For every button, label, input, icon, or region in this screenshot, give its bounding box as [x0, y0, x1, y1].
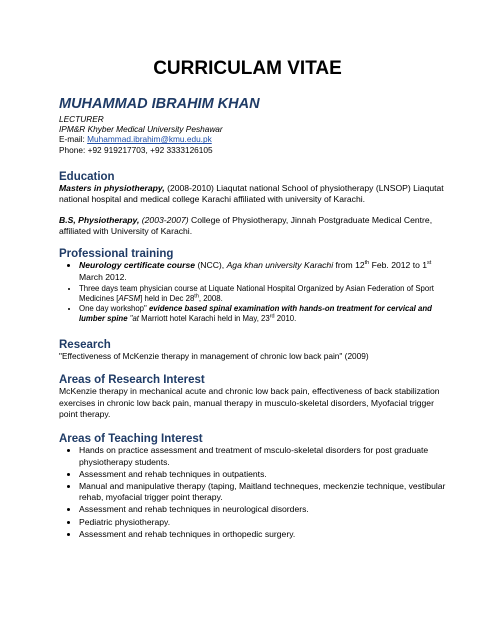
- masters-text: (2008-2010) Liaqutat national School of physiotherapy (LNSOP) Liaqutat national hospital and medical college Karachi affiliated with university of Karachi.: [59, 182, 444, 205]
- teaching-item: • Pediatric physiotherapy.: [79, 517, 449, 528]
- teaching-interest-heading: Areas of Teaching Interest: [59, 433, 203, 446]
- email-label: E-mail:: [59, 134, 88, 145]
- cv-content: [59, 96, 449, 541]
- bs-text: College of Physiotherapy, Jinnah Postgraduate Medical Centre, affiliated with University of Karachi.: [59, 214, 433, 237]
- training-item-team-physician: • Three days team physician course at Liquate National Hospital Organized by Asian Federation of Sport Medicines [AFSM] held in Dec 28th, 2008.: [79, 284, 449, 304]
- teaching-interest-list: [59, 445, 449, 540]
- masters-degree: Masters in physiotherapy,: [59, 182, 165, 193]
- phone-line: Phone: +92 919217703, +92 3333126105: [59, 144, 213, 155]
- education-entry-masters: [59, 183, 449, 206]
- teaching-item: • Assessment and rehab techniques in neurological disorders.: [79, 504, 449, 515]
- bs-degree: B.S, Physiotherapy,: [59, 214, 140, 225]
- research-heading: Research: [59, 339, 111, 352]
- training-item-workshop: • One day workshop" evidence based spinal examination with hands-on treatment for cervical and lumber spine "at Marriott hotel Karachi held in May, 23rd 2010.: [79, 304, 449, 324]
- training-heading: Professional training: [59, 248, 174, 261]
- teaching-item: • Assessment and rehab techniques in orthopedic surgery.: [79, 529, 449, 540]
- teaching-item: • Manual and manipulative therapy (taping, Maitland techneques, meckenzie technique, vestibular rehab, myofacial trigger point therapy.: [79, 481, 449, 503]
- training-item-ncc: • Neurology certificate course (NCC), Aga khan university Karachi from 12th Feb. 2012 to 1st March 2012.: [79, 260, 449, 282]
- research-interest-text: McKenzie therapy in mechanical acute and chronic low back pain, effectiveness of back stabilization exercises in chronic low back pain, manual therapy in musculo-skeletal disorders, Myofacial trigger point therapy.: [59, 386, 440, 420]
- candidate-name: MUHAMMAD IBRAHIM KHAN: [59, 96, 260, 112]
- document-title: CURRICULAM VITAE: [153, 58, 342, 79]
- institution: IPM&R Khyber Medical University Peshawar: [59, 124, 223, 135]
- teaching-item: • Hands on practice assessment and treatment of msculo-skeletal disorders for post graduate physiotherapy students.: [79, 445, 449, 467]
- email-line: [59, 134, 449, 144]
- education-entry-bs: [59, 215, 449, 238]
- email-link[interactable]: Muhammad.ibrahim@kmu.edu.pk: [87, 134, 212, 145]
- education-heading: Education: [59, 170, 115, 183]
- research-text: "Effectiveness of McKenzie therapy in management of chronic low back pain" (2009): [59, 351, 369, 362]
- research-interest-heading: Areas of Research Interest: [59, 374, 205, 387]
- position: LECTURER: [59, 114, 104, 124]
- bs-years: (2003-2007): [139, 214, 189, 225]
- teaching-item: • Assessment and rehab techniques in outpatients.: [79, 469, 449, 480]
- training-list: [59, 260, 449, 324]
